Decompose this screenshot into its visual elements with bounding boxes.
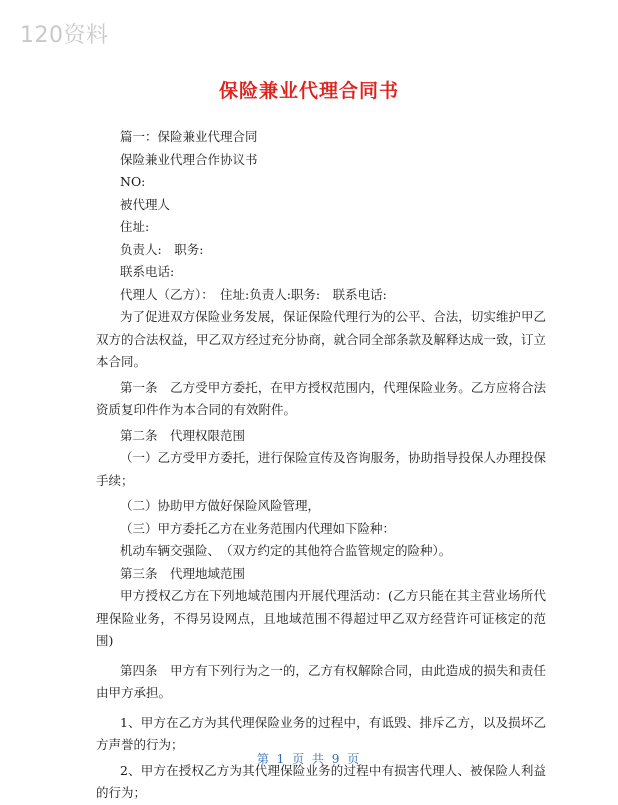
page-number: 第 1 页 共 9 页 [256,752,362,766]
paragraph: 第一条 乙方受甲方委托，在甲方授权范围内，代理保险业务。乙方应将合法资质复印件作为本合同的有效附件。 [96,379,546,417]
paragraph: （二）协助甲方做好保险风险管理， [120,498,321,513]
paragraph: 第二条 代理权限范围 [120,427,246,443]
paragraph: （一）乙方受甲方委托，进行保险宣传及咨询服务，协助指导投保人办理投保手续； [96,450,546,488]
paragraph: 被代理人 [120,196,171,212]
paragraph: 机动车辆交强险、 （双方约定的其他符合监管规定的险种）。 [120,543,452,558]
paragraph: 第四条 甲方有下列行为之一的，乙方有权解除合同，由此造成的损失和责任由甲方承担。 [96,662,546,700]
paragraph: 联系电话: [120,264,175,279]
paragraph: 1、甲方在乙方为其代理保险业务的过程中，有诋毁、排斥乙方，以及损坏乙方声誉的行为； [96,714,546,752]
paragraph: 代理人（乙方）： 住址:负责人:职务: 联系电话: [120,286,387,302]
paragraph: 为了促进双方保险业务发展，保证保险代理行为的公平、合法，切实维护甲乙双方的合法权益，甲乙双方经过充分协商，就合同全部条款及解释达成一致，订立本合同。 [96,309,547,369]
document-title: 保险兼业代理合同书 [218,80,399,102]
paragraph: 甲方授权乙方在下列地域范围内开展代理活动：(乙方只能在其主营业场所代理保险业务，不得另设网点，且地域范围不得超过甲乙双方经营许可证核定的范围) [96,588,546,648]
paragraph: 篇一：保险兼业代理合同 [120,129,258,144]
paragraph: 住址: [120,219,150,234]
paragraph: 第三条 代理地域范围 [120,565,246,581]
paragraph: 2、甲方在授权乙方为其代理保险业务的过程中有损害代理人、被保险人利益的行为； [96,762,546,800]
watermark: 120资料 [20,23,109,48]
document-body [96,126,546,805]
paragraph: 负责人: 职务: [120,241,204,257]
paragraph: （三）甲方委托乙方在业务范围内代理如下险种： [120,520,396,536]
paragraph: 保险兼业代理合作协议书 [120,151,258,167]
paragraph: NO: [120,174,146,189]
